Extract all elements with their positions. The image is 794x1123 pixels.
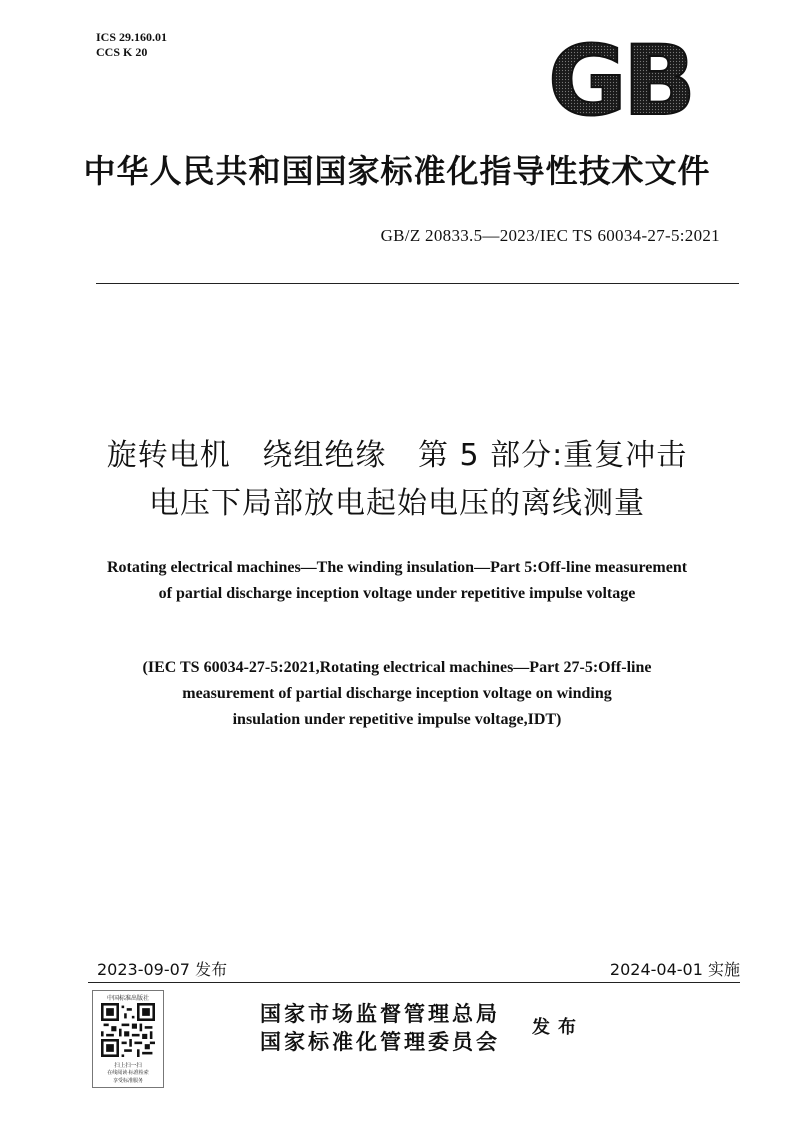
document-type: 中华人民共和国国家标准化指导性技术文件 [83, 152, 711, 190]
chinese-title-line-1: 旋转电机 绕组绝缘 第 5 部分:重复冲击 [106, 438, 688, 473]
chinese-title-line-2: 电压下局部放电起始电压的离线测量 [149, 486, 645, 521]
qr-code-block [92, 990, 164, 1088]
iec-reference-line-2: measurement of partial discharge inception voltage on winding [182, 685, 612, 702]
iec-reference-line-1: (IEC TS 60034-27-5:2021,Rotating electrical machines—Part 27-5:Off-line [142, 659, 652, 676]
qr-code[interactable] [101, 1003, 155, 1057]
issue-verb: 发布 [532, 1017, 584, 1038]
qr-caption-2: 在线阅读·标准检索 [107, 1070, 149, 1076]
classification-codes [96, 30, 167, 60]
english-title [60, 555, 734, 607]
chinese-title [0, 432, 794, 528]
header-divider [96, 283, 739, 284]
ccs-code: CCS K 20 [96, 45, 148, 59]
iec-reference [60, 655, 734, 733]
english-title-line-2: of partial discharge inception voltage under repetitive impulse voltage [158, 585, 636, 602]
issue-date: 2023-09-07 发布 [97, 960, 228, 979]
gb-logo [540, 36, 700, 122]
implementation-date: 2024-04-01 实施 [609, 960, 740, 979]
issuing-authorities [260, 1000, 500, 1056]
issuer-samr: 国家市场监督管理总局 [260, 1001, 500, 1026]
iec-reference-line-3: insulation under repetitive impulse voltage,IDT) [232, 711, 562, 728]
qr-caption-1: 扫上扫一扫 [114, 1063, 142, 1069]
issuer-sac: 国家标准化管理委员会 [260, 1029, 500, 1054]
footer-divider [88, 982, 740, 983]
gb-logo-text: GB [548, 36, 692, 122]
standard-number: GB/Z 20833.5—2023/IEC TS 60034-27-5:2021 [380, 226, 720, 245]
qr-header: 中国标准出版社 [106, 995, 149, 1002]
ics-code: ICS 29.160.01 [96, 30, 168, 44]
english-title-line-1: Rotating electrical machines—The winding insulation—Part 5:Off-line measurement [106, 559, 688, 576]
qr-caption-3: 享受标准服务 [112, 1078, 143, 1084]
